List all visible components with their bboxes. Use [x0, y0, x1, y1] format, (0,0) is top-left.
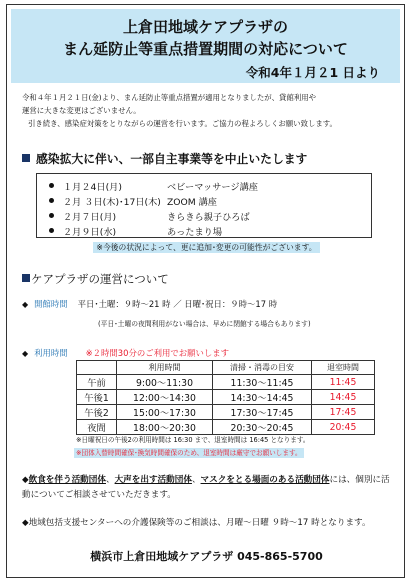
cancellation-note-text: ※今後の状況によって、更に追加･変更の可能性がございます。: [93, 242, 319, 253]
diamond-bullet-icon: ◆: [22, 518, 29, 528]
opening-hours-text: 平日･土曜：９時～21 時 ／ 日曜･祝日：９時～17 時: [77, 299, 278, 309]
exit-time-cell: 14:45: [312, 390, 375, 405]
bullet-dot-icon: [49, 213, 54, 218]
intro-line-2: 運営に大きな変更はございません。: [22, 106, 141, 115]
event-item: [49, 224, 222, 238]
section-operations-heading: [22, 271, 169, 287]
cancellation-note: [0, 242, 413, 253]
table-header: [77, 361, 117, 375]
event-item: [49, 194, 217, 208]
period-cell: 午後2: [77, 405, 117, 420]
separator: 、: [105, 475, 115, 485]
period-cell: 午前: [77, 375, 117, 390]
table-header: 退室時間: [312, 361, 375, 375]
event-name: ZOOM 講座: [167, 197, 217, 208]
title-line-2: まん延防止等重点措置期間の対応について: [63, 40, 348, 58]
diamond-bullet-icon: ◆: [22, 349, 29, 358]
cleaning-cell: 11:30～11:45: [213, 375, 312, 390]
usage-time-label: 利用時間: [34, 348, 68, 358]
event-item: [49, 209, 250, 223]
contact-footer: 横浜市上倉田地域ケアプラザ 045-865-5700: [90, 550, 323, 563]
diamond-bullet-icon: ◆: [22, 300, 29, 309]
event-date: ２月９日(水): [63, 227, 117, 238]
table-header: 利用時間: [117, 361, 213, 375]
event-name: あったまり場: [167, 227, 223, 238]
sunday-note: ※日曜祝日の午後2の利用時間は 16:30 まで、退室時間は 16:45 となります。: [76, 436, 310, 444]
intro-line-3: 引き続き、感染症対策をとりながらの運営を行います。ご協力の程よろしくお願い致します。: [28, 119, 337, 128]
care-insurance-notice: [22, 516, 392, 531]
usage-cell: 9:00～11:30: [117, 375, 213, 390]
title-banner: [11, 9, 400, 83]
bullet-dot-icon: [49, 183, 54, 188]
opening-hours-note: (平日･土曜の夜間利用がない場合は、早めに閉館する場合もあります): [98, 320, 311, 328]
opening-hours-label: 開館時間: [34, 299, 68, 309]
table-row: [77, 420, 375, 435]
cleaning-cell: 14:30～14:45: [213, 390, 312, 405]
exit-time-cell: 17:45: [312, 405, 375, 420]
table-row: [77, 375, 375, 390]
cleaning-cell: 17:30～17:45: [213, 405, 312, 420]
maskless-groups: マスクをとる場面のある活動団体: [200, 475, 330, 485]
intro-line-1: 令和４年１月２１日(金)より、まん延防止等重点措置が適用となりましたが、貸館利用や: [22, 93, 317, 102]
square-bullet-icon: [22, 154, 30, 162]
opening-hours-row: [22, 298, 277, 310]
cleaning-cell: 20:30～20:45: [213, 420, 312, 435]
schedule-table: [76, 360, 375, 435]
usage-cell: 15:00～17:30: [117, 405, 213, 420]
effective-date: 令和4年１月２1 日より: [245, 65, 380, 80]
title-line-1: 上倉田地域ケアプラザの: [122, 18, 288, 36]
group-activity-notice: [22, 473, 392, 503]
intro-paragraph: [22, 91, 384, 130]
table-row: [77, 390, 375, 405]
bullet-dot-icon: [49, 198, 54, 203]
section-cancellations-heading: [22, 150, 307, 167]
event-name: ベビーマッサージ講座: [167, 182, 258, 193]
care-insurance-text: 地域包括支援センターへの介護保険等のご相談は、月曜～日曜 ９時～17 時となります。: [28, 518, 371, 528]
table-header: 清掃・消毒の目安: [213, 361, 312, 375]
section-operations-title: ケアプラザの運営について: [31, 272, 169, 286]
event-name: きらきら親子ひろば: [167, 212, 250, 223]
exit-time-cell: 11:45: [312, 375, 375, 390]
exit-time-warning-text: ※団体入替時間確保･換気時間確保のため、退室時間は厳守でお願いします。: [76, 449, 302, 457]
event-date: ２月７日(月): [63, 212, 117, 223]
period-cell: 夜間: [77, 420, 117, 435]
exit-time-cell: 20:45: [312, 420, 375, 435]
group-activity-text: には、個別に活動についてご相談させていただきます。: [22, 475, 390, 500]
usage-cell: 12:00～14:30: [117, 390, 213, 405]
table-header-row: [77, 361, 375, 375]
exit-time-warning: [74, 447, 304, 457]
table-row: [77, 405, 375, 420]
square-bullet-icon: [22, 274, 30, 282]
usage-cell: 18:00～20:30: [117, 420, 213, 435]
event-date: １月２4日(月): [63, 182, 122, 193]
cancelled-events-box: [36, 173, 372, 238]
usage-time-row: [22, 347, 229, 359]
event-date: ２月 ３日(木)･17日(木): [63, 197, 161, 208]
bullet-dot-icon: [49, 228, 54, 233]
diamond-bullet-icon: ◆: [22, 475, 29, 485]
loud-groups: 大声を出す活動団体: [114, 475, 192, 485]
period-cell: 午後1: [77, 390, 117, 405]
usage-time-note: ※２時間30分のご利用でお願いします: [85, 348, 229, 358]
event-item: [49, 179, 258, 193]
section-cancellations-title: 感染拡大に伴い、一部自主事業等を中止いたします: [36, 152, 308, 166]
separator: 、: [191, 475, 201, 485]
eating-groups: 飲食を伴う活動団体: [28, 475, 106, 485]
